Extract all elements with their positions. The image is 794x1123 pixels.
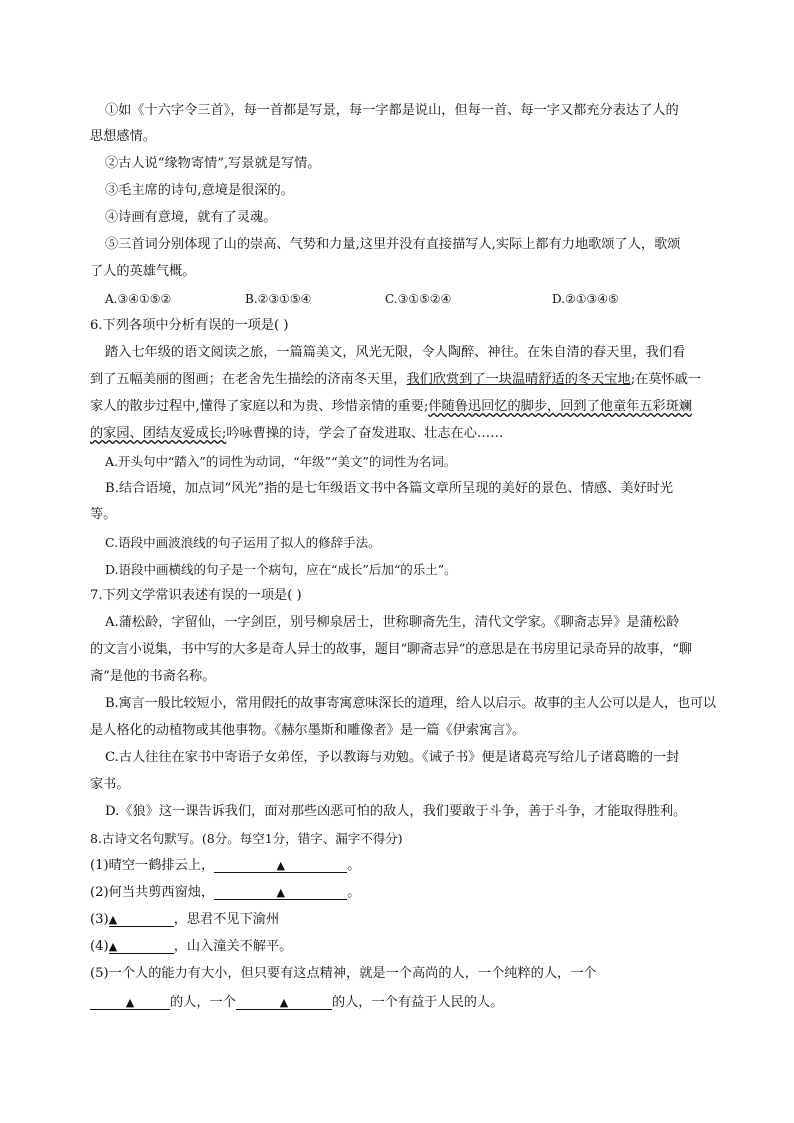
answer-blank-5[interactable]	[90, 995, 170, 1010]
q8-item-4-text: ，山入潼关不解平。	[173, 939, 293, 954]
triangle-marker-icon: ▲	[276, 859, 285, 872]
option-c[interactable]: C.③①⑤②④	[385, 292, 452, 306]
q6-option-d[interactable]: D.语段中画横线的句子是一个病句，应在“成长”后加“的乐土”。	[105, 562, 457, 577]
statement-5a: ⑤三首词分别体现了山的崇高、气势和力量,这里并没有直接描写人,实际上都有力地歌颂了人，歌颂	[105, 237, 681, 252]
q8-item-1-text: (1)晴空一鹤排云上，	[90, 858, 215, 873]
q8-item-5-end: 的人，一个有益于人民的人。	[331, 995, 504, 1010]
q6-p3-text: 家人的散步过程中,懂得了家庭以和为贵、珍惜亲情的重要;	[90, 399, 429, 414]
q8-stem: 8.古诗文名句默写。(8分。每空1分，错字、漏字不得分)	[90, 831, 403, 846]
option-a[interactable]: A.③④①⑤②	[105, 292, 172, 306]
q8-item-3	[90, 912, 279, 928]
underlined-sentence: 我们欣赏到了一块温晴舒适的冬天宝地	[406, 372, 631, 387]
q8-item-3-text: ，思君不见下渝州	[173, 912, 280, 927]
option-d[interactable]: D.②①③④⑤	[552, 292, 619, 306]
statement-3: ③毛主席的诗句,意境是很深的。	[105, 183, 294, 198]
q8-item-3-num: (3)	[90, 912, 109, 927]
q6-p2-text-tail: ;在莫怀戚一	[630, 372, 702, 387]
q6-option-b-1[interactable]: B.结合语境，加点词“风光”指的是七年级语文书中各篇文章所呈现的美好的景色、情感、美好时光	[105, 481, 674, 496]
triangle-marker-icon: ▲	[279, 996, 289, 1009]
wavy-underlined-sentence-end: 的家园、团结友爱成长;	[90, 426, 227, 441]
q8-item-4-num: (4)	[90, 939, 109, 954]
answer-blank-1[interactable]	[214, 858, 347, 873]
q6-passage-line-3	[90, 399, 692, 415]
q7-stem: 7.下列文学常识表述有误的一项是( )	[90, 588, 302, 603]
statement-1a: ①如《十六字令三首》，每一首都是写景，每一字都是说山，但每一首、每一字又都充分表达了人的	[105, 103, 679, 118]
q8-item-1-end: 。	[347, 858, 361, 873]
q6-p4-text: 吟咏曹操的诗，学会了奋发进取、壮志在心……	[226, 426, 504, 441]
q6-option-b-2: 等。	[90, 507, 117, 522]
q7-option-b-1[interactable]: B.寓言一般比较短小，常用假托的故事寄寓意味深长的道理，给人以启示。故事的主人公可以是人，也可以	[105, 696, 716, 711]
q7-option-c-2: 家书。	[90, 777, 130, 792]
q6-stem: 6.下列各项中分析有误的一项是( )	[90, 318, 289, 333]
answer-blank-4[interactable]	[109, 939, 174, 954]
q6-passage-line-4	[90, 426, 503, 442]
q7-option-d[interactable]: D.《狼》这一课告诉我们，面对那些凶恶可怕的敌人，我们要敢于斗争，善于斗争，才能取得胜利。	[105, 804, 687, 819]
wavy-underlined-sentence: 伴随鲁迅回忆的脚步，回到了他童年五彩斑斓	[428, 399, 693, 414]
q6-passage-line-2	[90, 372, 701, 388]
q8-item-4	[90, 939, 292, 955]
q8-item-2-text: (2)何当共剪西窗烛，	[90, 885, 215, 900]
q7-option-c-1[interactable]: C.古人往往在家书中寄语子女弟侄，予以教诲与劝勉。《诫子书》便是诸葛亮写给儿子诸葛瞻的一封	[105, 750, 680, 765]
q8-item-1	[90, 858, 360, 874]
triangle-marker-icon: ▲	[108, 940, 118, 953]
q6-p2-text: 到了五幅美丽的图画；在老舍先生描绘的济南冬天里，	[90, 372, 407, 387]
triangle-marker-icon: ▲	[276, 886, 285, 899]
answer-blank-6[interactable]	[236, 995, 332, 1010]
q5-options	[105, 291, 619, 307]
answer-blank-2[interactable]	[214, 885, 347, 900]
q8-item-5-line-1: (5)一个人的能力有大小，但只要有这点精神，就是一个高尚的人，一个纯粹的人，一个	[90, 966, 597, 981]
q7-option-a-1[interactable]: A.蒲松龄，字留仙，一字剑臣，别号柳泉居士，世称聊斋先生，清代文学家。《聊斋志异》是蒲松龄	[105, 615, 680, 630]
triangle-marker-icon: ▲	[108, 913, 118, 926]
q7-option-a-2: 的文言小说集，书中写的大多是奇人异士的故事，题目“聊斋志异”的意思是在书房里记录奇异的故事，“聊	[90, 642, 692, 657]
statement-1b: 思想感情。	[90, 129, 156, 144]
q6-option-a[interactable]: A.开头句中“踏入”的词性为动词，“年级”“美文”的词性为名词。	[105, 454, 457, 469]
statement-4: ④诗画有意境，就有了灵魂。	[105, 210, 277, 225]
statement-5b: 了人的英雄气概。	[90, 264, 196, 279]
q8-item-2-end: 。	[347, 885, 361, 900]
answer-blank-3[interactable]	[109, 912, 174, 927]
statement-2: ②古人说“缘物寄情”,写景就是写情。	[105, 156, 321, 171]
option-b[interactable]: B.②③①⑤④	[245, 292, 312, 306]
q6-passage-line-1: 踏入七年级的语文阅读之旅，一篇篇美文，风光无限，令人陶醉、神往。在朱自清的春天里，我们看	[105, 345, 686, 360]
q7-option-b-2: 是人格化的动植物或其他事物。《赫尔墨斯和雕像者》是一篇《伊索寓言》。	[90, 723, 526, 738]
q8-item-2	[90, 885, 360, 901]
q8-item-5-line-2	[90, 995, 503, 1011]
q6-option-c[interactable]: C.语段中画波浪线的句子运用了拟人的修辞手法。	[105, 535, 381, 550]
triangle-marker-icon: ▲	[125, 996, 135, 1009]
q8-item-5-mid: 的人，一个	[170, 995, 236, 1010]
q7-option-a-3: 斋”是他的书斋名称。	[90, 669, 216, 684]
